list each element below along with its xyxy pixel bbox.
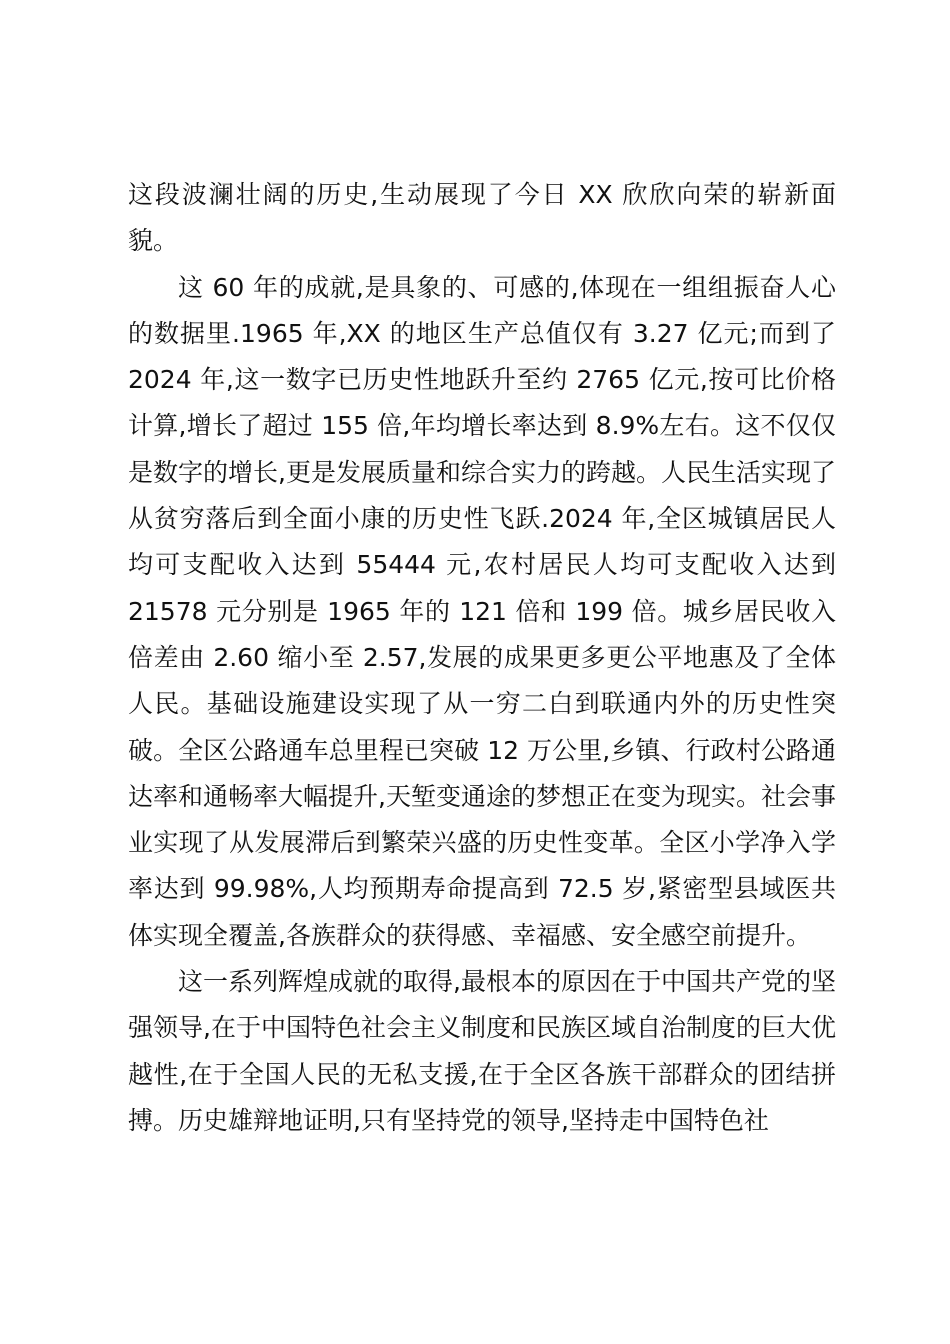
document-body	[128, 172, 836, 1144]
paragraph-reasons: 这一系列辉煌成就的取得,最根本的原因在于中国共产党的坚强领导,在于中国特色社会主义制度和民族区域自治制度的巨大优越性,在于全国人民的无私支援,在于全区各族干部群众的团结拼搏。历史雄辩地证明,只有坚持党的领导,坚持走中国特色社	[128, 967, 836, 1135]
paragraph-continuation: 这段波澜壮阔的历史,生动展现了今日 XX 欣欣向荣的崭新面貌。	[128, 180, 836, 256]
paragraph-achievements: 这 60 年的成就,是具象的、可感的,体现在一组组振奋人心的数据里.1965 年,XX 的地区生产总值仅有 3.27 亿元;而到了 2024 年,这一数字已历史性地跃升至约 2765 亿元,按可比价格计算,增长了超过 155 倍,年均增长率达到 8.9%左右。这不仅仅是数字的增长,更是发展质量和综合实力的跨越。人民生活实现了从贫穷落后到全面小康的历史性飞跃.2024 年,全区城镇居民人均可支配收入达到 55444 元,农村居民人均可支配收入达到 21578 元分别是 1965 年的 121 倍和 199 倍。城乡居民收入倍差由 2.60 缩小至 2.57,发展的成果更多更公平地惠及了全体人民。基础设施建设实现了从一穷二白到联通内外的历史性突破。全区公路通车总里程已突破 12 万公里,乡镇、行政村公路通达率和通畅率大幅提升,天堑变通途的梦想正在变为现实。社会事业实现了从发展滞后到繁荣兴盛的历史性变革。全区小学净入学率达到 99.98%,人均预期寿命提高到 72.5 岁,紧密型县域医共体实现全覆盖,各族群众的获得感、幸福感、安全感空前提升。	[128, 272, 836, 950]
